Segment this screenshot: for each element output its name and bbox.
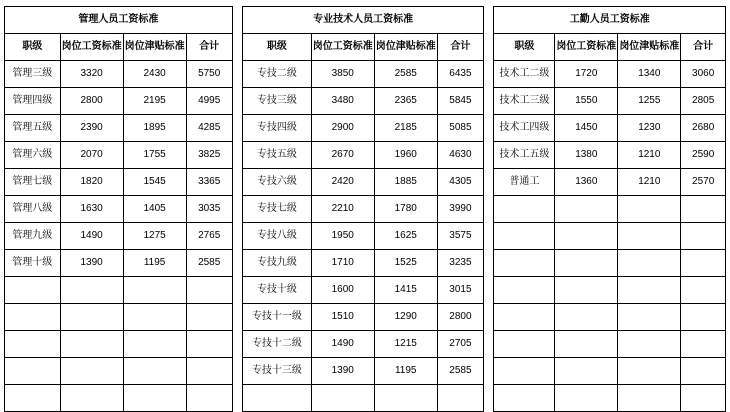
table-row [494, 169, 726, 196]
cell-post-salary [555, 331, 618, 358]
cell-post-salary: 1390 [60, 250, 123, 277]
cell-post-salary: 3320 [60, 61, 123, 88]
cell-rank: 专技十二级 [243, 331, 312, 358]
cell-post-allowance: 2585 [374, 61, 437, 88]
table-row [5, 331, 233, 358]
table-row [5, 61, 233, 88]
cell-total: 6435 [437, 61, 483, 88]
cell-total: 2590 [681, 142, 726, 169]
table-title-row [243, 7, 484, 34]
cell-rank: 专技十一级 [243, 304, 312, 331]
cell-rank: 专技八级 [243, 223, 312, 250]
table-header-row [494, 34, 726, 61]
table-row [243, 61, 484, 88]
cell-post-salary [60, 358, 123, 385]
cell-total: 4285 [186, 115, 232, 142]
cell-post-salary [555, 358, 618, 385]
cell-rank: 技术工五级 [494, 142, 555, 169]
table-row [5, 196, 233, 223]
table-row [494, 331, 726, 358]
cell-rank [494, 223, 555, 250]
table-row [243, 358, 484, 385]
cell-post-allowance [123, 304, 186, 331]
cell-total [681, 304, 726, 331]
cell-post-allowance: 2185 [374, 115, 437, 142]
cell-total [681, 196, 726, 223]
cell-rank: 专技十级 [243, 277, 312, 304]
cell-post-salary [311, 385, 374, 412]
cell-rank [494, 358, 555, 385]
cell-total: 2585 [186, 250, 232, 277]
cell-post-salary [60, 277, 123, 304]
cell-rank [494, 250, 555, 277]
cell-total [186, 385, 232, 412]
cell-post-allowance: 1625 [374, 223, 437, 250]
cell-post-allowance: 2195 [123, 88, 186, 115]
cell-post-salary: 2670 [311, 142, 374, 169]
table-row [494, 115, 726, 142]
table-row [494, 304, 726, 331]
table-row [243, 169, 484, 196]
table-row [5, 115, 233, 142]
cell-rank: 专技二级 [243, 61, 312, 88]
cell-post-salary: 1510 [311, 304, 374, 331]
cell-post-allowance [123, 331, 186, 358]
cell-rank [494, 277, 555, 304]
table-row [243, 304, 484, 331]
cell-rank: 管理十级 [5, 250, 61, 277]
cell-post-allowance: 1215 [374, 331, 437, 358]
cell-total: 4305 [437, 169, 483, 196]
table-title: 专业技术人员工资标准 [243, 7, 484, 34]
cell-post-salary [60, 304, 123, 331]
table-row [243, 88, 484, 115]
cell-post-allowance [618, 223, 681, 250]
cell-total: 3015 [437, 277, 483, 304]
table-row [494, 358, 726, 385]
table-row [494, 142, 726, 169]
table-row [5, 169, 233, 196]
cell-post-allowance: 2365 [374, 88, 437, 115]
cell-post-salary [555, 196, 618, 223]
cell-post-allowance: 1405 [123, 196, 186, 223]
table-row [243, 115, 484, 142]
column-header-rank: 职级 [494, 34, 555, 61]
cell-total: 3825 [186, 142, 232, 169]
cell-post-salary: 1450 [555, 115, 618, 142]
cell-total: 2680 [681, 115, 726, 142]
column-header-total: 合计 [681, 34, 726, 61]
cell-rank [5, 385, 61, 412]
table-row [494, 223, 726, 250]
cell-post-salary: 1600 [311, 277, 374, 304]
table-row [5, 142, 233, 169]
cell-post-allowance: 1545 [123, 169, 186, 196]
cell-rank: 管理七级 [5, 169, 61, 196]
cell-rank: 技术工四级 [494, 115, 555, 142]
cell-post-salary: 1390 [311, 358, 374, 385]
table-row [494, 88, 726, 115]
cell-rank: 专技九级 [243, 250, 312, 277]
cell-post-allowance: 1340 [618, 61, 681, 88]
cell-total [681, 277, 726, 304]
table-header-row [5, 34, 233, 61]
logistics-staff-salary-table [493, 6, 726, 412]
cell-total: 2800 [437, 304, 483, 331]
cell-total: 5750 [186, 61, 232, 88]
cell-post-salary: 3850 [311, 61, 374, 88]
cell-total [186, 331, 232, 358]
cell-post-salary: 2800 [60, 88, 123, 115]
cell-total: 3575 [437, 223, 483, 250]
cell-rank: 普通工 [494, 169, 555, 196]
cell-post-allowance [618, 358, 681, 385]
cell-total: 3060 [681, 61, 726, 88]
cell-post-allowance: 1525 [374, 250, 437, 277]
cell-post-allowance [618, 250, 681, 277]
cell-total: 4630 [437, 142, 483, 169]
cell-post-salary: 1380 [555, 142, 618, 169]
cell-rank: 管理五级 [5, 115, 61, 142]
cell-post-allowance: 1885 [374, 169, 437, 196]
table-row [5, 223, 233, 250]
cell-post-salary: 1950 [311, 223, 374, 250]
cell-post-salary: 1710 [311, 250, 374, 277]
cell-total: 3235 [437, 250, 483, 277]
column-header-total: 合计 [437, 34, 483, 61]
cell-post-allowance [618, 277, 681, 304]
cell-total [437, 385, 483, 412]
cell-post-allowance: 1290 [374, 304, 437, 331]
cell-total: 2765 [186, 223, 232, 250]
cell-post-allowance [618, 196, 681, 223]
cell-total [681, 331, 726, 358]
column-header-post-salary: 岗位工资标准 [555, 34, 618, 61]
cell-post-salary: 1490 [311, 331, 374, 358]
cell-post-allowance: 1255 [618, 88, 681, 115]
table-title-row [5, 7, 233, 34]
table-row [494, 277, 726, 304]
cell-post-allowance [123, 385, 186, 412]
management-salary-table [4, 6, 233, 412]
cell-total [186, 277, 232, 304]
cell-post-allowance: 1960 [374, 142, 437, 169]
cell-post-allowance: 2430 [123, 61, 186, 88]
cell-rank: 管理四级 [5, 88, 61, 115]
cell-rank [5, 304, 61, 331]
table-title: 管理人员工资标准 [5, 7, 233, 34]
cell-post-allowance: 1415 [374, 277, 437, 304]
cell-post-allowance: 1230 [618, 115, 681, 142]
cell-post-salary: 3480 [311, 88, 374, 115]
table-row [494, 196, 726, 223]
cell-total: 3365 [186, 169, 232, 196]
cell-post-salary: 1720 [555, 61, 618, 88]
cell-post-salary [555, 304, 618, 331]
cell-rank [494, 385, 555, 412]
table-row [243, 196, 484, 223]
cell-total: 2705 [437, 331, 483, 358]
cell-rank: 专技五级 [243, 142, 312, 169]
column-header-post-allowance: 岗位津贴标准 [618, 34, 681, 61]
table-row [243, 223, 484, 250]
cell-rank [5, 358, 61, 385]
cell-post-allowance: 1755 [123, 142, 186, 169]
table-row [243, 250, 484, 277]
table-title: 工勤人员工资标准 [494, 7, 726, 34]
table-row [243, 331, 484, 358]
cell-rank: 专技七级 [243, 196, 312, 223]
cell-rank: 专技六级 [243, 169, 312, 196]
cell-post-salary: 2900 [311, 115, 374, 142]
cell-post-salary [60, 385, 123, 412]
cell-post-salary: 2210 [311, 196, 374, 223]
cell-rank [5, 331, 61, 358]
cell-post-salary [555, 385, 618, 412]
table-row [5, 250, 233, 277]
cell-total: 3035 [186, 196, 232, 223]
cell-total [681, 358, 726, 385]
cell-post-allowance: 1895 [123, 115, 186, 142]
cell-post-salary: 1630 [60, 196, 123, 223]
cell-post-salary [60, 331, 123, 358]
cell-rank: 技术工二级 [494, 61, 555, 88]
table-row [5, 88, 233, 115]
table-row [5, 304, 233, 331]
cell-post-salary: 1360 [555, 169, 618, 196]
cell-post-allowance [618, 304, 681, 331]
cell-total [681, 250, 726, 277]
cell-rank: 专技四级 [243, 115, 312, 142]
cell-post-salary: 2070 [60, 142, 123, 169]
cell-post-allowance [374, 385, 437, 412]
cell-rank: 管理三级 [5, 61, 61, 88]
cell-post-salary: 2420 [311, 169, 374, 196]
column-header-post-allowance: 岗位津贴标准 [123, 34, 186, 61]
column-header-rank: 职级 [5, 34, 61, 61]
cell-rank: 管理八级 [5, 196, 61, 223]
cell-rank [494, 331, 555, 358]
cell-rank [494, 196, 555, 223]
table-row [243, 385, 484, 412]
cell-post-salary: 1550 [555, 88, 618, 115]
table-row [243, 142, 484, 169]
cell-total: 2570 [681, 169, 726, 196]
table-row [5, 277, 233, 304]
cell-post-allowance: 1210 [618, 169, 681, 196]
cell-post-salary: 1820 [60, 169, 123, 196]
table-row [5, 385, 233, 412]
table-row [5, 358, 233, 385]
cell-rank [5, 277, 61, 304]
cell-post-allowance [123, 277, 186, 304]
cell-total [681, 385, 726, 412]
table-row [494, 385, 726, 412]
cell-total [681, 223, 726, 250]
cell-total: 2805 [681, 88, 726, 115]
column-header-post-salary: 岗位工资标准 [311, 34, 374, 61]
cell-total: 5845 [437, 88, 483, 115]
professional-technical-salary-table [242, 6, 484, 412]
cell-post-salary: 2390 [60, 115, 123, 142]
cell-post-allowance [123, 358, 186, 385]
cell-post-salary: 1490 [60, 223, 123, 250]
table-title-row [494, 7, 726, 34]
cell-rank: 专技十三级 [243, 358, 312, 385]
cell-rank [243, 385, 312, 412]
cell-total [186, 358, 232, 385]
cell-rank: 管理九级 [5, 223, 61, 250]
cell-post-allowance [618, 385, 681, 412]
cell-total: 4995 [186, 88, 232, 115]
cell-total: 5085 [437, 115, 483, 142]
cell-rank [494, 304, 555, 331]
table-header-row [243, 34, 484, 61]
cell-rank: 管理六级 [5, 142, 61, 169]
cell-total: 2585 [437, 358, 483, 385]
cell-rank: 技术工三级 [494, 88, 555, 115]
cell-post-allowance: 1210 [618, 142, 681, 169]
cell-total: 3990 [437, 196, 483, 223]
cell-post-salary [555, 277, 618, 304]
column-header-total: 合计 [186, 34, 232, 61]
column-header-post-allowance: 岗位津贴标准 [374, 34, 437, 61]
cell-post-allowance: 1195 [374, 358, 437, 385]
column-header-rank: 职级 [243, 34, 312, 61]
table-row [494, 250, 726, 277]
cell-post-salary [555, 250, 618, 277]
cell-rank: 专技三级 [243, 88, 312, 115]
cell-total [186, 304, 232, 331]
column-header-post-salary: 岗位工资标准 [60, 34, 123, 61]
cell-post-salary [555, 223, 618, 250]
cell-post-allowance [618, 331, 681, 358]
table-row [494, 61, 726, 88]
cell-post-allowance: 1780 [374, 196, 437, 223]
cell-post-allowance: 1275 [123, 223, 186, 250]
table-row [243, 277, 484, 304]
cell-post-allowance: 1195 [123, 250, 186, 277]
